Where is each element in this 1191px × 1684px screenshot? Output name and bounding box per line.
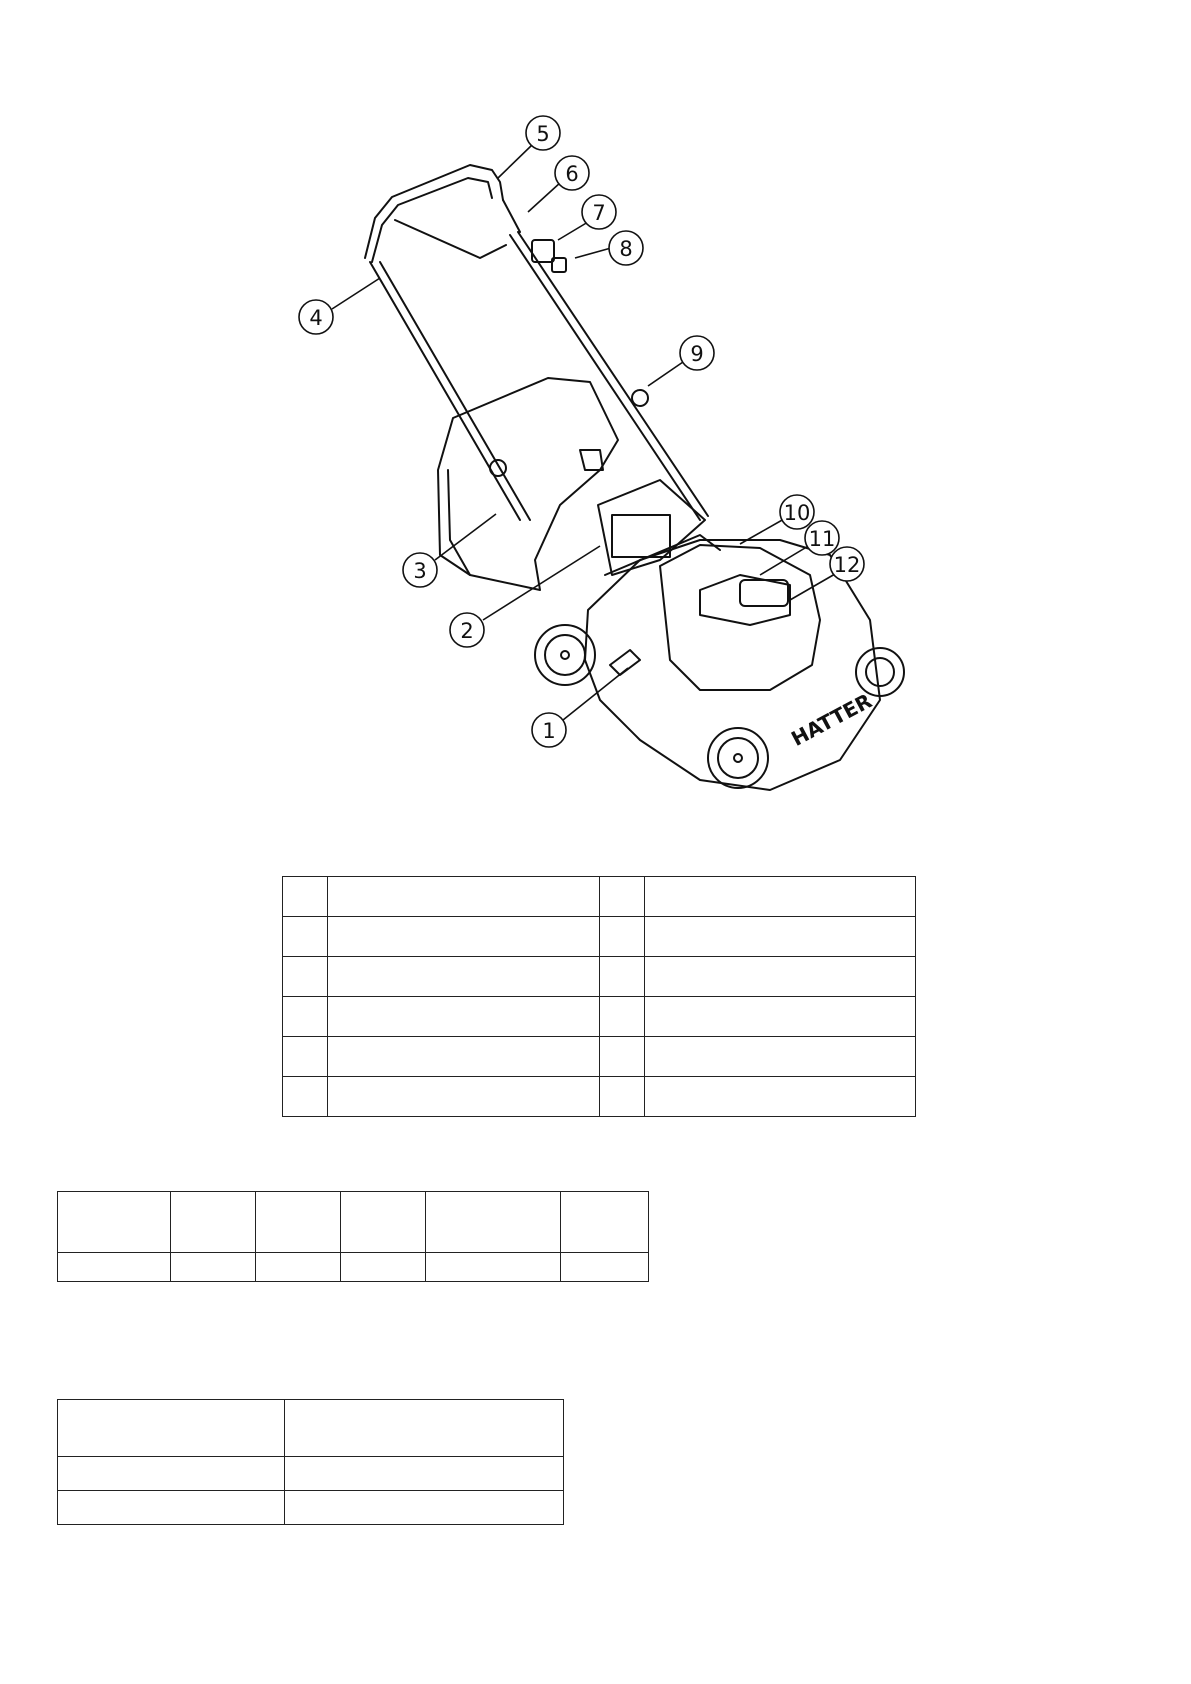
table-row — [58, 1253, 649, 1282]
table-cell — [283, 957, 328, 997]
table-cell — [644, 1077, 916, 1117]
table-cell — [644, 997, 916, 1037]
callout-label-3: 3 — [413, 559, 427, 583]
callout-label-6: 6 — [565, 162, 579, 186]
table-row — [283, 877, 916, 917]
callout-label-8: 8 — [619, 237, 633, 261]
table-header-cell — [285, 1400, 564, 1457]
table-header-cell — [341, 1192, 426, 1253]
table-cell — [599, 997, 644, 1037]
handle-bar — [365, 165, 503, 258]
callout-label-10: 10 — [783, 501, 811, 525]
table-cell — [426, 1253, 561, 1282]
table-cell — [58, 1457, 285, 1491]
table-row — [58, 1457, 564, 1491]
table-cell — [644, 877, 916, 917]
table-cell — [599, 877, 644, 917]
table-row — [283, 1077, 916, 1117]
table-header-cell — [58, 1400, 285, 1457]
table-cell — [328, 1037, 600, 1077]
table-cell — [283, 917, 328, 957]
callout-label-4: 4 — [309, 306, 323, 330]
table-cell — [285, 1491, 564, 1525]
table-cell — [256, 1253, 341, 1282]
table-row — [283, 1037, 916, 1077]
table-cell — [58, 1491, 285, 1525]
table-header-cell — [256, 1192, 341, 1253]
table-cell — [599, 1037, 644, 1077]
table-cell — [328, 957, 600, 997]
table-cell — [58, 1253, 171, 1282]
callout-label-9: 9 — [690, 342, 704, 366]
callout-label-11: 11 — [808, 527, 836, 551]
callout-label-2: 2 — [460, 619, 474, 643]
table-row — [283, 917, 916, 957]
callout-label-1: 1 — [542, 719, 556, 743]
table-header-cell — [58, 1192, 171, 1253]
table-cell — [561, 1253, 649, 1282]
handle-knob — [632, 390, 648, 406]
table-cell — [283, 1037, 328, 1077]
brand-label: HATTER — [787, 688, 876, 751]
table-cell — [328, 1077, 600, 1117]
table-header-row — [58, 1192, 649, 1253]
table-cell — [283, 997, 328, 1037]
table-header-cell — [426, 1192, 561, 1253]
parts-list-table — [282, 876, 916, 1117]
table-header-cell — [561, 1192, 649, 1253]
table-cell — [283, 877, 328, 917]
table-row — [283, 957, 916, 997]
table-cell — [283, 1077, 328, 1117]
callout-label-7: 7 — [592, 201, 606, 225]
table-cell — [644, 957, 916, 997]
table-cell — [328, 877, 600, 917]
table-cell — [644, 1037, 916, 1077]
lawn-mower-diagram — [0, 0, 1191, 820]
accessory-table — [57, 1399, 564, 1525]
callout-label-5: 5 — [536, 122, 550, 146]
table-header-cell — [171, 1192, 256, 1253]
table-cell — [328, 917, 600, 957]
battery-cover — [660, 545, 820, 690]
table-cell — [599, 957, 644, 997]
table-cell — [285, 1457, 564, 1491]
table-row — [283, 997, 916, 1037]
table-cell — [599, 917, 644, 957]
table-cell — [341, 1253, 426, 1282]
table-row — [58, 1491, 564, 1525]
callout-label-12: 12 — [833, 553, 861, 577]
table-cell — [644, 917, 916, 957]
specifications-table — [57, 1191, 649, 1282]
table-header-row — [58, 1400, 564, 1457]
table-cell — [171, 1253, 256, 1282]
table-cell — [328, 997, 600, 1037]
table-cell — [599, 1077, 644, 1117]
